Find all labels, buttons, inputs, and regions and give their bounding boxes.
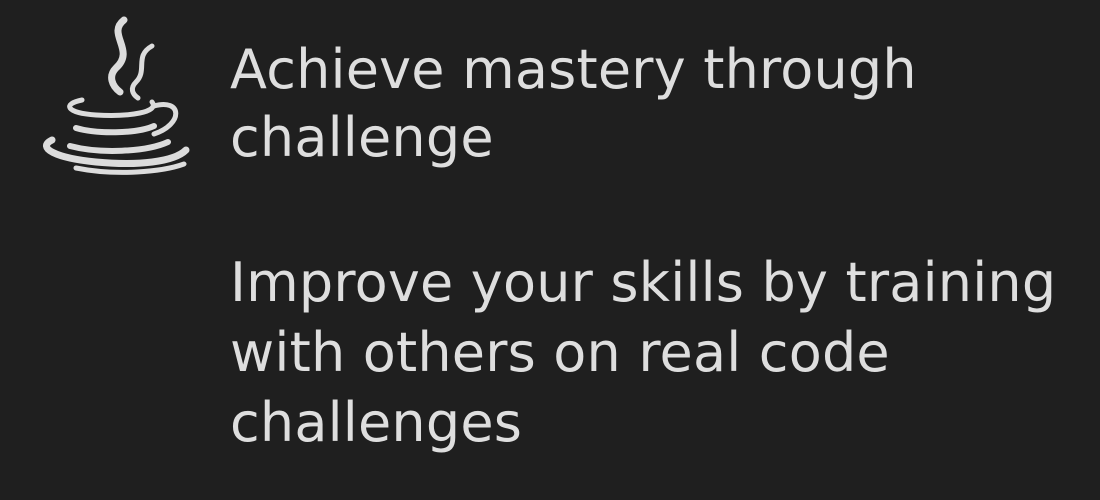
headline: Achieve mastery through challenge	[230, 38, 917, 169]
hero-text	[230, 36, 1090, 458]
java-cup-icon	[36, 16, 190, 176]
description: Improve your skills by training with others on real code challenges	[230, 251, 1057, 454]
